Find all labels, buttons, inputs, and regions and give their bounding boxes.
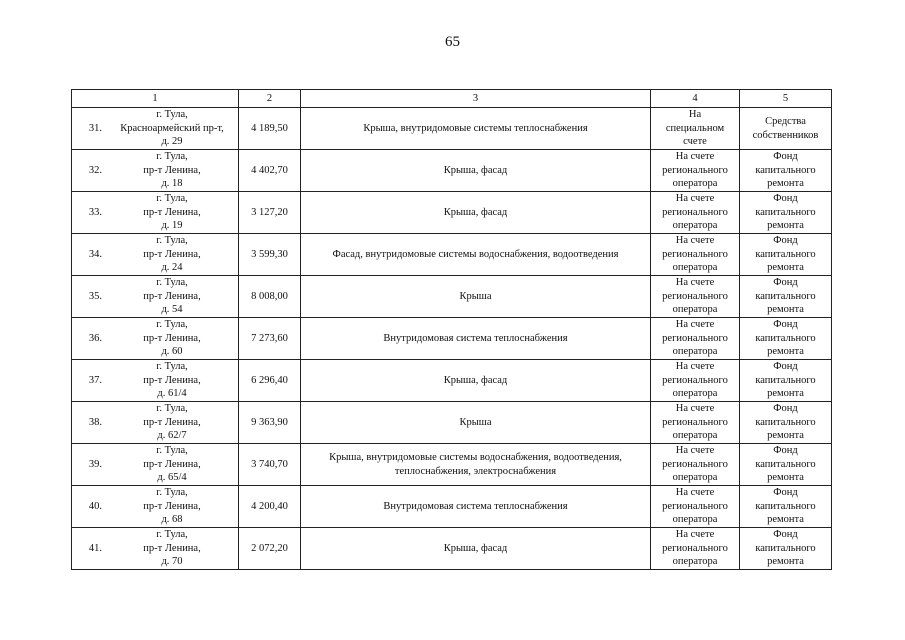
address-line: пр-т Ленина,: [143, 206, 201, 218]
account-line: оператора: [672, 514, 718, 526]
source-line: капитального: [755, 458, 816, 470]
source-cell: [740, 192, 832, 234]
account-line: оператора: [672, 220, 718, 232]
address-cell: [72, 444, 239, 486]
address-line: д. 54: [161, 304, 183, 316]
source-line: капитального: [755, 332, 816, 344]
account-line: оператора: [672, 262, 718, 274]
account-line: На счете: [675, 235, 715, 247]
source-line: Фонд: [773, 403, 798, 415]
account-cell: [651, 444, 740, 486]
account-line: регионального: [662, 374, 728, 386]
account-line: счете: [683, 136, 707, 148]
source-cell: [740, 108, 832, 150]
address-line: д. 19: [161, 220, 183, 232]
source-cell: [740, 444, 832, 486]
account-line: регионального: [662, 332, 728, 344]
table-row: [72, 192, 832, 234]
account-line: оператора: [672, 556, 718, 568]
source-line: ремонта: [767, 346, 804, 358]
source-line: Фонд: [773, 487, 798, 499]
account-cell: [651, 192, 740, 234]
address-line: д. 24: [161, 262, 183, 274]
works-cell: Внутридомовая система теплоснабжения: [301, 486, 651, 528]
table-row: [72, 444, 832, 486]
source-cell: [740, 276, 832, 318]
source-line: ремонта: [767, 262, 804, 274]
account-line: регионального: [662, 542, 728, 554]
row-number: 39.: [88, 458, 102, 470]
source-line: капитального: [755, 248, 816, 260]
address-line: д. 60: [161, 346, 183, 358]
header-cell: 4: [651, 90, 740, 108]
source-line: Средства: [765, 115, 806, 127]
source-line: ремонта: [767, 304, 804, 316]
address-line: пр-т Ленина,: [143, 458, 201, 470]
address-line: г. Тула,: [156, 235, 188, 247]
row-number: 34.: [88, 248, 102, 260]
row-number: 36.: [88, 332, 102, 344]
source-line: ремонта: [767, 388, 804, 400]
works-cell: Крыша, фасад: [301, 360, 651, 402]
account-line: На счете: [675, 277, 715, 289]
address-line: пр-т Ленина,: [143, 332, 201, 344]
address-line: д. 70: [161, 556, 183, 568]
account-line: На счете: [675, 487, 715, 499]
row-number: 31.: [88, 122, 102, 134]
account-line: На счете: [675, 529, 715, 541]
address-cell: [72, 234, 239, 276]
header-cell: 2: [239, 90, 301, 108]
table-row: [72, 276, 832, 318]
source-line: Фонд: [773, 319, 798, 331]
address-line: пр-т Ленина,: [143, 542, 201, 554]
source-line: капитального: [755, 416, 816, 428]
address-line: г. Тула,: [156, 445, 188, 457]
account-line: оператора: [672, 430, 718, 442]
address-cell: [72, 486, 239, 528]
address-cell: [72, 360, 239, 402]
table-row: [72, 360, 832, 402]
table-row: [72, 318, 832, 360]
address-line: г. Тула,: [156, 151, 188, 163]
address-line: д. 65/4: [157, 472, 187, 484]
area-cell: 3 740,70: [239, 444, 301, 486]
works-cell: Крыша, фасад: [301, 528, 651, 570]
account-line: регионального: [662, 416, 728, 428]
source-line: ремонта: [767, 514, 804, 526]
address-line: д. 29: [161, 136, 183, 148]
account-line: регионального: [662, 290, 728, 302]
source-line: собственников: [752, 129, 819, 141]
source-line: капитального: [755, 290, 816, 302]
row-number: 37.: [88, 374, 102, 386]
source-line: капитального: [755, 206, 816, 218]
address-line: д. 62/7: [157, 430, 187, 442]
area-cell: 4 200,40: [239, 486, 301, 528]
address-line: г. Тула,: [156, 109, 188, 121]
account-line: На счете: [675, 361, 715, 373]
account-cell: [651, 486, 740, 528]
source-line: Фонд: [773, 151, 798, 163]
area-cell: 7 273,60: [239, 318, 301, 360]
row-number: 33.: [88, 206, 102, 218]
address-line: пр-т Ленина,: [143, 248, 201, 260]
account-cell: [651, 108, 740, 150]
works-cell: Внутридомовая система теплоснабжения: [301, 318, 651, 360]
header-cell: 3: [301, 90, 651, 108]
source-line: капитального: [755, 500, 816, 512]
area-cell: 6 296,40: [239, 360, 301, 402]
address-cell: [72, 318, 239, 360]
works-cell: Крыша, внутридомовые системы теплоснабжения: [301, 108, 651, 150]
table-row: [72, 486, 832, 528]
address-line: д. 68: [161, 514, 183, 526]
source-line: Фонд: [773, 193, 798, 205]
capital-repair-table: [71, 89, 832, 570]
account-line: регионального: [662, 206, 728, 218]
account-cell: [651, 318, 740, 360]
account-line: регионального: [662, 248, 728, 260]
address-line: пр-т Ленина,: [143, 290, 201, 302]
table-row: [72, 150, 832, 192]
row-number: 35.: [88, 290, 102, 302]
account-line: На счете: [675, 319, 715, 331]
address-cell: [72, 150, 239, 192]
address-cell: [72, 402, 239, 444]
row-number: 32.: [88, 164, 102, 176]
table-row: [72, 108, 832, 150]
account-line: На счете: [675, 403, 715, 415]
address-line: д. 61/4: [157, 388, 187, 400]
source-line: Фонд: [773, 529, 798, 541]
page-number: 65: [445, 34, 460, 50]
account-cell: [651, 528, 740, 570]
source-line: капитального: [755, 374, 816, 386]
source-line: ремонта: [767, 472, 804, 484]
address-cell: [72, 192, 239, 234]
address-line: пр-т Ленина,: [143, 416, 201, 428]
account-line: регионального: [662, 164, 728, 176]
account-line: специальном: [665, 122, 725, 134]
address-cell: [72, 276, 239, 318]
source-cell: [740, 402, 832, 444]
source-cell: [740, 318, 832, 360]
account-line: оператора: [672, 346, 718, 358]
area-cell: 4 189,50: [239, 108, 301, 150]
works-cell: Крыша: [301, 276, 651, 318]
area-cell: 8 008,00: [239, 276, 301, 318]
account-line: оператора: [672, 304, 718, 316]
works-cell: Крыша, внутридомовые системы водоснабжения, водоотведения, теплоснабжения, электроснабжения: [301, 444, 651, 486]
account-line: регионального: [662, 458, 728, 470]
address-line: д. 18: [161, 178, 183, 190]
area-cell: 3 599,30: [239, 234, 301, 276]
area-cell: 9 363,90: [239, 402, 301, 444]
account-cell: [651, 276, 740, 318]
source-line: Фонд: [773, 445, 798, 457]
source-line: ремонта: [767, 430, 804, 442]
header-cell: 1: [72, 90, 239, 108]
source-line: Фонд: [773, 277, 798, 289]
account-line: На счете: [675, 193, 715, 205]
source-cell: [740, 234, 832, 276]
area-cell: 3 127,20: [239, 192, 301, 234]
source-cell: [740, 528, 832, 570]
area-cell: 2 072,20: [239, 528, 301, 570]
address-line: г. Тула,: [156, 361, 188, 373]
account-line: оператора: [672, 472, 718, 484]
source-line: ремонта: [767, 220, 804, 232]
account-line: На счете: [675, 445, 715, 457]
account-cell: [651, 402, 740, 444]
account-cell: [651, 150, 740, 192]
address-line: г. Тула,: [156, 403, 188, 415]
address-line: г. Тула,: [156, 529, 188, 541]
account-cell: [651, 360, 740, 402]
source-line: капитального: [755, 164, 816, 176]
works-cell: Крыша, фасад: [301, 192, 651, 234]
address-line: пр-т Ленина,: [143, 500, 201, 512]
address-line: пр-т Ленина,: [143, 374, 201, 386]
source-cell: [740, 360, 832, 402]
address-line: г. Тула,: [156, 277, 188, 289]
table-row: [72, 234, 832, 276]
source-line: Фонд: [773, 235, 798, 247]
account-line: регионального: [662, 500, 728, 512]
source-cell: [740, 150, 832, 192]
address-line: г. Тула,: [156, 193, 188, 205]
works-cell: Фасад, внутридомовые системы водоснабжения, водоотведения: [301, 234, 651, 276]
source-cell: [740, 486, 832, 528]
source-line: ремонта: [767, 556, 804, 568]
works-cell: Крыша, фасад: [301, 150, 651, 192]
table-row: [72, 402, 832, 444]
account-line: оператора: [672, 178, 718, 190]
table-row: [72, 528, 832, 570]
source-line: ремонта: [767, 178, 804, 190]
row-number: 40.: [88, 500, 102, 512]
account-line: На: [688, 109, 702, 121]
account-line: оператора: [672, 388, 718, 400]
account-cell: [651, 234, 740, 276]
address-line: Красноармейский пр-т,: [120, 122, 224, 134]
address-line: пр-т Ленина,: [143, 164, 201, 176]
row-number: 41.: [88, 542, 102, 554]
source-line: капитального: [755, 542, 816, 554]
address-cell: [72, 108, 239, 150]
address-line: г. Тула,: [156, 487, 188, 499]
header-cell: 5: [740, 90, 832, 108]
address-cell: [72, 528, 239, 570]
account-line: На счете: [675, 151, 715, 163]
address-line: г. Тула,: [156, 319, 188, 331]
row-number: 38.: [88, 416, 102, 428]
area-cell: 4 402,70: [239, 150, 301, 192]
source-line: Фонд: [773, 361, 798, 373]
works-cell: Крыша: [301, 402, 651, 444]
header-row: [72, 90, 832, 108]
